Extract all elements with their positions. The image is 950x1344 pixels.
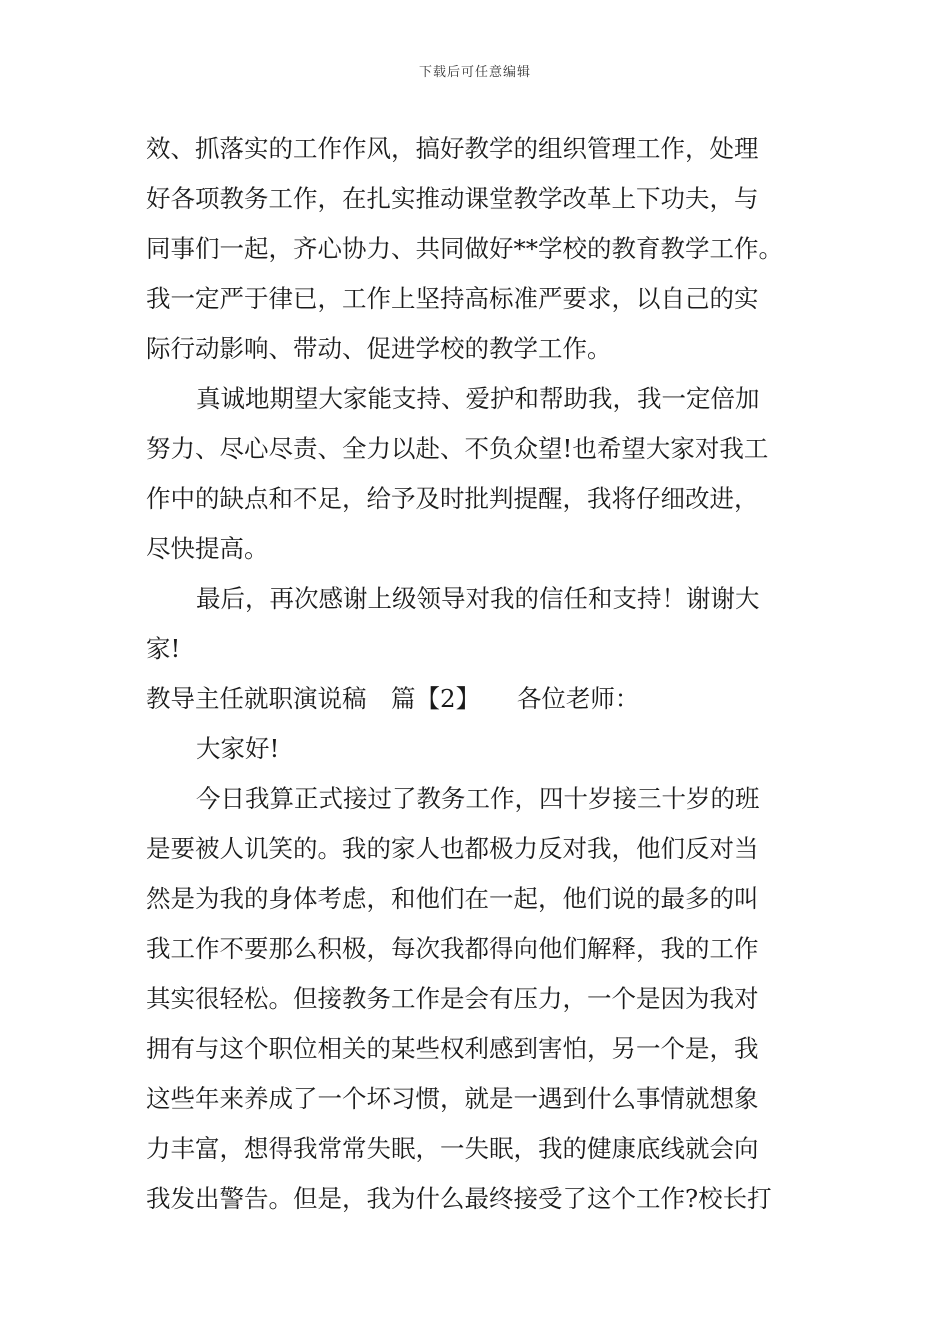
section-heading: 教导主任就职演说稿 篇【2】 各位老师：	[146, 684, 640, 713]
text-line: 力丰富，想得我常常失眠，一失眠，我的健康底线就会向	[146, 1134, 759, 1163]
paragraph-start-line: 真诚地期望大家能支持、爱护和帮助我，我一定倍加	[196, 384, 760, 413]
text-line: 我工作不要那么积极，每次我都得向他们解释，我的工作	[146, 934, 759, 963]
text-line: 际行动影响、带动、促进学校的教学工作。	[146, 334, 612, 363]
text-line: 然是为我的身体考虑，和他们在一起，他们说的最多的叫	[146, 884, 759, 913]
text-line: 努力、尽心尽责、全力以赴、不负众望!也希望大家对我工	[146, 434, 769, 463]
text-line: 好各项教务工作，在扎实推动课堂教学改革上下功夫，与	[146, 184, 759, 213]
text-line: 我一定严于律已，工作上坚持高标准严要求，以自己的实	[146, 284, 759, 313]
text-line: 拥有与这个职位相关的某些权利感到害怕，另一个是，我	[146, 1034, 759, 1063]
page-header-note: 下载后可任意编辑	[418, 65, 531, 80]
text-line: 这些年来养成了一个坏习惯，就是一遇到什么事情就想象	[146, 1084, 759, 1113]
text-line: 家!	[146, 634, 181, 663]
text-line: 同事们一起，齐心协力、共同做好**学校的教育教学工作。	[146, 234, 783, 263]
text-line: 作中的缺点和不足，给予及时批判提醒，我将仔细改进，	[146, 484, 759, 513]
text-line: 我发出警告。但是，我为什么最终接受了这个工作?校长打	[146, 1184, 772, 1213]
text-line: 尽快提高。	[146, 534, 269, 563]
paragraph-start-line: 今日我算正式接过了教务工作，四十岁接三十岁的班	[196, 784, 760, 813]
text-line: 其实很轻松。但接教务工作是会有压力，一个是因为我对	[146, 984, 759, 1013]
greeting-line: 大家好!	[196, 734, 280, 763]
text-line: 效、抓落实的工作作风，搞好教学的组织管理工作，处理	[146, 134, 759, 163]
paragraph-start-line: 最后，再次感谢上级领导对我的信任和支持！谢谢大	[196, 584, 760, 613]
text-line: 是要被人讥笑的。我的家人也都极力反对我，他们反对当	[146, 834, 759, 863]
